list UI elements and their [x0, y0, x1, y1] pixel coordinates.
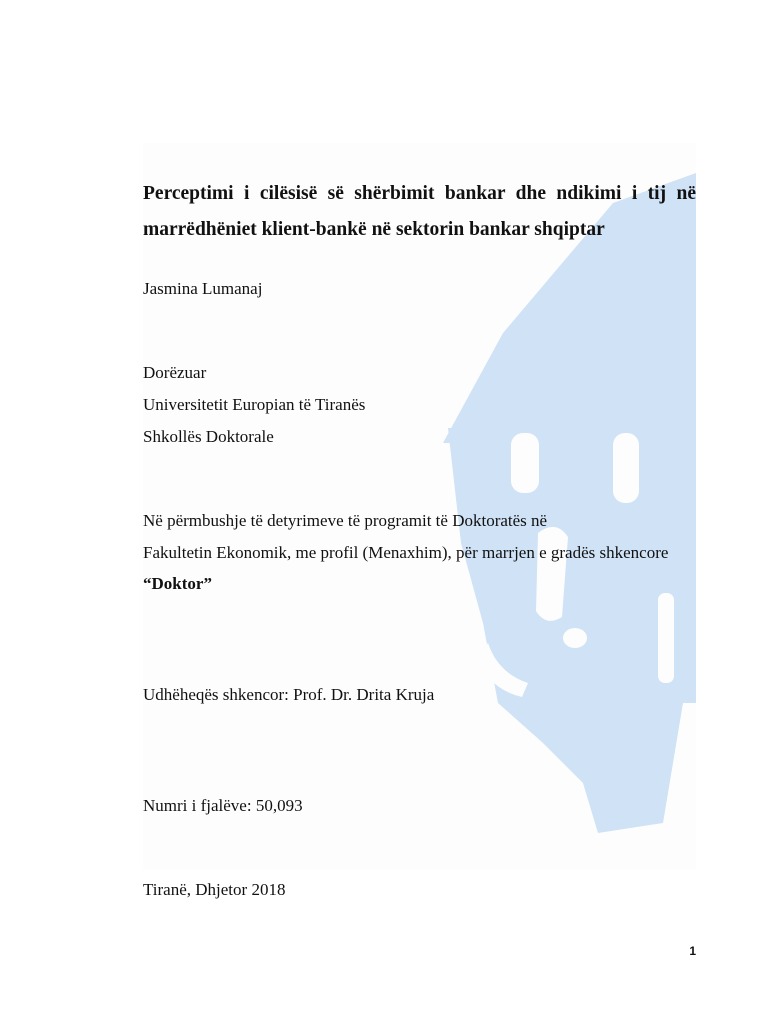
watermark-panel [143, 143, 696, 870]
school-name: Shkollës Doktorale [143, 427, 274, 446]
fulfillment-line-1: Në përmbushje të detyrimeve të programit të Doktoratës në [143, 511, 548, 530]
word-count: Numri i fjalëve: 50,093 [143, 796, 303, 815]
submitted-label: Dorëzuar [143, 363, 207, 382]
university-logo-watermark [143, 143, 696, 870]
thesis-title: Perceptimi i cilësisë së shërbimit bankar dhe ndikimi i tij në marrëdhëniet klient-bankë në sektorin bankar shqiptar [143, 183, 696, 240]
author-name: Jasmina Lumanaj [143, 279, 263, 298]
fulfillment-line-2: Fakultetin Ekonomik, me profil (Menaxhim), për marrjen e gradës shkencore [143, 543, 669, 562]
degree-title: “Doktor” [143, 574, 212, 593]
place-date: Tiranë, Dhjetor 2018 [143, 880, 286, 899]
page-number: 1 [689, 944, 696, 958]
supervisor-line: Udhëheqës shkencor: Prof. Dr. Drita Kruja [143, 685, 435, 704]
university-name: Universitetit Europian të Tiranës [143, 395, 366, 414]
watermark-shape [443, 173, 696, 833]
